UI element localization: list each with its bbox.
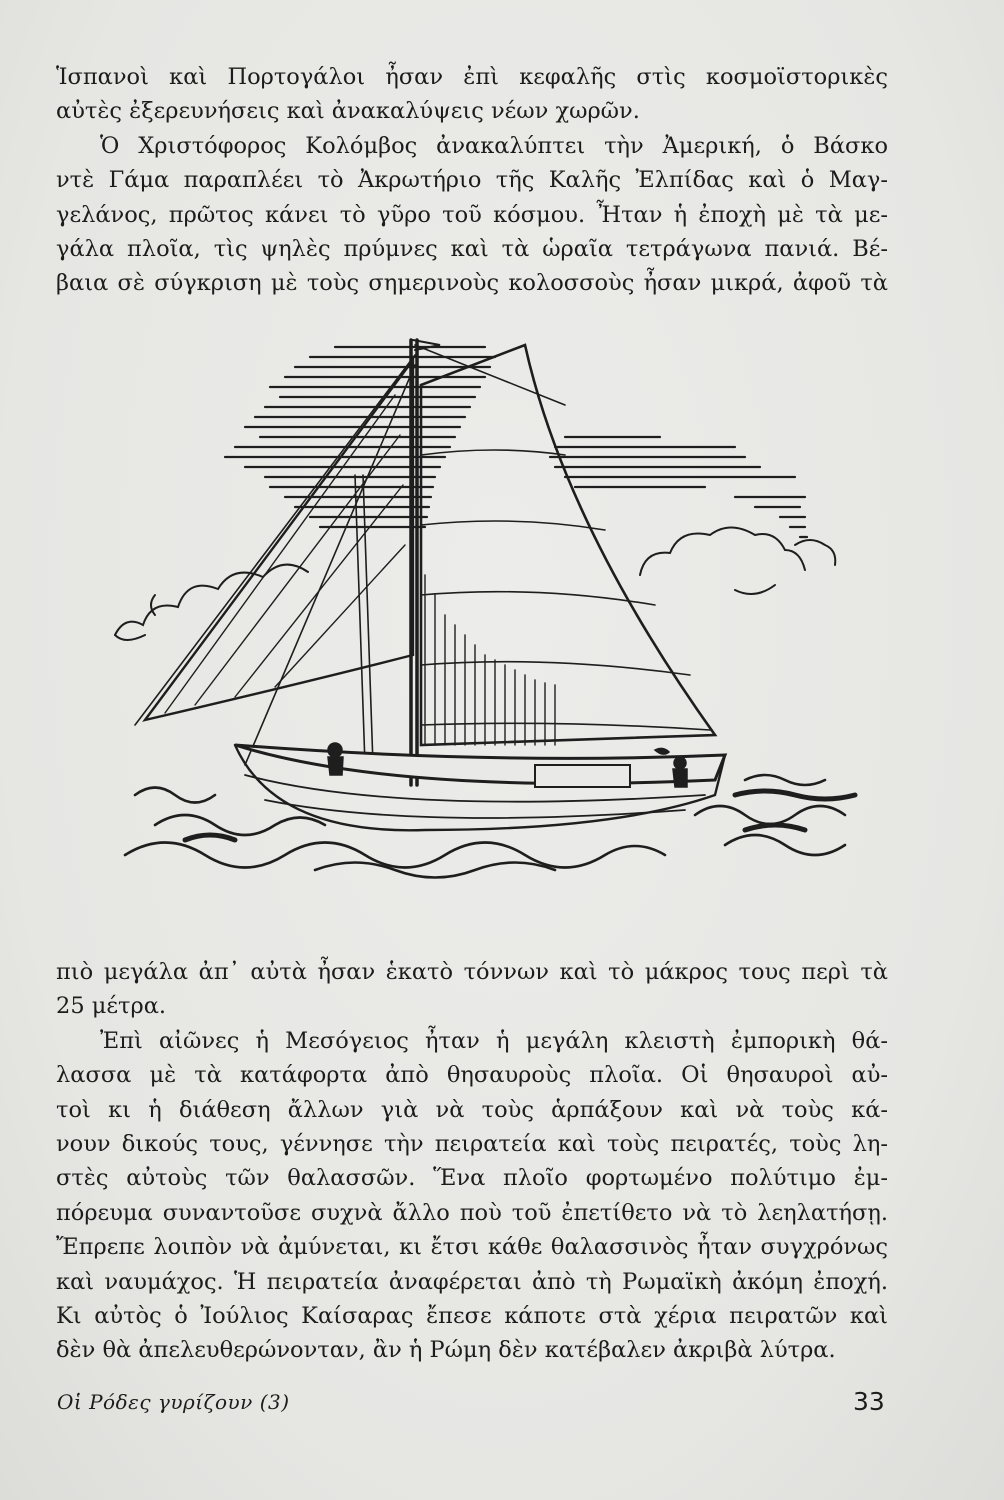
text-block-bottom: [56, 955, 888, 1368]
hull: [235, 745, 725, 783]
text-block-top: [56, 60, 888, 301]
text-line: αὐτὲς ἐξερευνήσεις καὶ ἀνακαλύψεις νέων χωρῶν.: [56, 98, 640, 125]
text-line: γάλα πλοῖα, τὶς ψηλὲς πρύμνες καὶ τὰ ὡραῖα τετράγωνα πανιά. Βέ-: [56, 235, 888, 262]
text-line: πόρευμα συναντοῦσε συχνὰ ἄλλο ποὺ τοῦ ἐπετίθετο νὰ τὸ λεηλατήσῃ.: [56, 1199, 888, 1226]
text-line: Κι αὐτὸς ὁ Ἰούλιος Καίσαρας ἔπεσε κάποτε στὰ χέρια πειρατῶν καὶ: [56, 1302, 888, 1329]
sailing-ship-engraving-icon: [95, 325, 925, 880]
clouds: [115, 528, 835, 641]
text-line: δὲν θὰ ἀπελευθερώνονταν, ἂν ἡ Ρώμη δὲν κατέβαλεν ἀκριβὰ λύτρα.: [56, 1337, 836, 1364]
text-line: πιὸ μεγάλα ἀπ᾿ αὐτὰ ἦσαν ἑκατὸ τόννων καὶ τὸ μάκρος τους περὶ τὰ: [56, 959, 888, 985]
text-line: λασσα μὲ τὰ κατάφορτα ἀπὸ θησαυροὺς πλοῖα. Οἱ θησαυροὶ αὐ-: [56, 1062, 888, 1089]
sea-waves: [125, 775, 845, 878]
deck-cabin: [535, 765, 630, 787]
text-line: γελάνος, πρῶτος κάνει τὸ γῦρο τοῦ κόσμου. Ἦταν ἡ ἐποχὴ μὲ τὰ με-: [56, 201, 888, 228]
text-line: νουν δικούς τους, γέννησε τὴν πειρατεία καὶ τοὺς πειρατές, τοὺς λη-: [56, 1130, 888, 1157]
text-line: Ὁ Χριστόφορος Κολόμβος ἀνακαλύπτει τὴν Ἀμερική, ὁ Βάσκο: [100, 132, 888, 159]
text-line: Ἔπρεπε λοιπὸν νὰ ἀμύνεται, κι ἔτσι κάθε θαλασσινὸς ἦταν συγχρόνως: [56, 1234, 888, 1261]
text-line: 25 μέτρα.: [56, 993, 167, 1020]
running-footer-title: Οἱ Ρόδες γυρίζουν (3): [57, 1390, 290, 1414]
text-line: τοὶ κι ἡ διάθεση ἄλλων γιὰ νὰ τοὺς ἁρπάξουν καὶ νὰ τοὺς κά-: [56, 1096, 888, 1123]
jib-sail: [145, 360, 413, 720]
text-line: Ἱσπανοὶ καὶ Πορτογάλοι ἦσαν ἐπὶ κεφαλῆς στὶς κοσμοϊστορικὲς: [56, 64, 888, 90]
text-line: καὶ ναυμάχος. Ἡ πειρατεία ἀναφέρεται ἀπὸ τὴ Ρωμαϊκὴ ἀκόμη ἐποχή.: [56, 1268, 888, 1295]
text-line: ντὲ Γάμα παραπλέει τὸ Ἀκρωτήριο τῆς Καλῆς Ἐλπίδας καὶ ὁ Μαγ-: [56, 167, 888, 194]
text-line: στὲς αὐτοὺς τῶν θαλασσῶν. Ἕνα πλοῖο φορτωμένο πολύτιμο ἐμ-: [56, 1165, 888, 1192]
text-line: βαια σὲ σύγκριση μὲ τοὺς σημερινοὺς κολοσσοὺς ἦσαν μικρά, ἀφοῦ τὰ: [56, 270, 888, 297]
page-number: 33: [853, 1387, 885, 1416]
text-line: Ἐπὶ αἰῶνες ἡ Μεσόγειος ἦταν ἡ μεγάλη κλειστὴ ἐμπορικὴ θά-: [100, 1027, 888, 1054]
